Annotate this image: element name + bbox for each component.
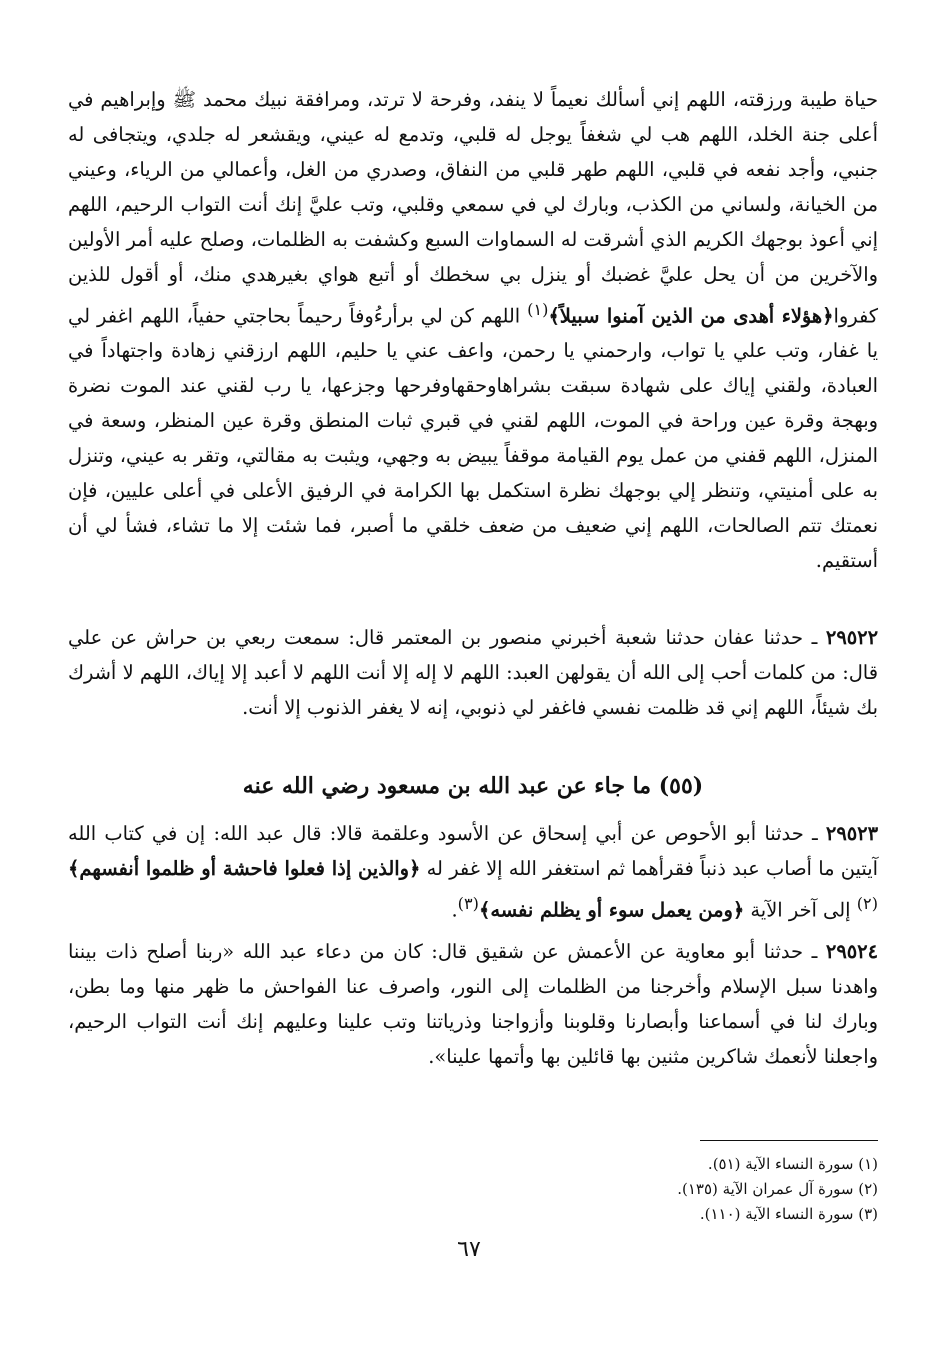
footnote-2: (٢) سورة آل عمران الآية (١٣٥). (677, 1180, 878, 1198)
paragraph-text: حياة طيبة ورزقته، اللهم إني أسألك نعيماً لا ينفد، وفرحة لا ترتد، ومرافقة نبيك محمد ﷺ وإبراهيم في أعلى جنة الخلد، اللهم هب لي شغفاً يوجل له قلبي، وتدمع له عيني، ويقشعر له جلدي، ويتجافى له جنبي، وأجد نفعه في قلبي، اللهم طهر قلبي من النفاق، وصدري من الغل، وأعمالي من الرياء، وعيني من الخيانة، ولساني من الكذب، وبارك لي في سمعي وقلبي، وتب عليَّ إنك أنت التواب الرحيم، اللهم إني أعوذ بوجهك الكريم الذي أشرقت له السماوات السبع وكشفت به الظلمات، وصلح عليه أمر الأولين والآخرين من أن يحل عليَّ غضبك أو ينزل بي سخطك أو أتبع هواي بغيرهدي منك، أو أقول للذين كفروا (68, 88, 878, 328)
footnote-separator (700, 1140, 878, 1141)
hadith-text: ـ حدثنا أبو الأحوص عن أبي إسحاق عن الأسود وعلقمة قالا: قال عبد الله: إن في كتاب الله آيتين ما أصاب عبد ذنباً فقرأهما ثم استغفر الله إلا غفر له (68, 822, 878, 880)
footnote-1: (١) سورة النساء الآية (٥١). (707, 1155, 878, 1173)
hadith-29523 (68, 816, 878, 927)
footnote-marker: (٢) (856, 894, 878, 913)
quran-verse: ﴿هؤلاء أهدى من الذين آمنوا سبيلاً﴾ (548, 304, 834, 328)
hadith-29522 (68, 620, 878, 725)
footnote-marker: (٣) (457, 894, 479, 913)
continued-supplication-paragraph (68, 82, 878, 578)
footnote-marker: (١) (527, 300, 549, 319)
hadith-text: ـ حدثنا أبو معاوية عن الأعمش عن شقيق قال: كان من دعاء عبد الله «ربنا أصلح ذات بيننا واهدنا سبل الإسلام وأخرجنا من الظلمات إلى النور، واصرف عنا الفواحش ما ظهر منها وما بطن، وبارك لنا في أسماعنا وأبصارنا وقلوبنا وأزواجنا وذرياتنا وتب علينا وعليهم إنك أنت التواب الرحيم، واجعلنا لأنعمك شاكرين مثنين بها قائلين بها وأتمها علينا». (68, 940, 878, 1068)
hadith-29524 (68, 934, 878, 1074)
paragraph-text: اللهم كن لي برأرءُوفاً رحيماً بحاجتي حفياً، اللهم اغفر لي يا غفار، وتب علي يا تواب، وارحمني يا رحمن، واعف عني يا حليم، اللهم ارزقني زهادة واجتهاداً في العبادة، ولقني إياك على شهادة سبقت بشراهاوحقهاوفرحها وجزعها، يا رب لقني عند الموت نضرة وبهجة وقرة عين وراحة في الموت، اللهم لقني في قبري ثبات المنطق وقرة عين المنظر، وسعة في المنزل، اللهم قفني من عمل يوم القيامة موقفاً يبيض به وجهي، ويثبت به مقالتي، وتقر به عيني، وتنزل به على أمنيتي، وتنظر إلي بوجهك نظرة استكمل بها الكرامة في الرفيق الأعلى في أعلى عليين، فإن نعمتك تتم الصالحات، اللهم إني ضعيف من ضعف خلقي ما أصبر، فما شئت إلا ما تشاء، فشأ لي أن أستقيم. (68, 304, 879, 573)
hadith-number: ٢٩٥٢٢ (825, 626, 878, 649)
hadith-number: ٢٩٥٢٣ (825, 822, 878, 845)
footnote-3: (٣) سورة النساء الآية (١١٠). (699, 1205, 878, 1223)
hadith-text: إلى آخر الآية (744, 898, 857, 922)
quran-verse: ﴿والذين إذا فعلوا فاحشة أو ظلموا أنفسهم﴾ (68, 857, 421, 880)
hadith-text: . (451, 898, 458, 922)
footnotes (68, 1152, 878, 1227)
hadith-number: ٢٩٥٢٤ (825, 940, 878, 963)
page-number: ٦٧ (457, 1237, 481, 1262)
quran-verse: ﴿ومن يعمل سوء أو يظلم نفسه﴾ (478, 898, 745, 922)
chapter-heading: (٥٥) ما جاء عن عبد الله بن مسعود رضي الله عنه (242, 773, 704, 799)
hadith-text: ـ حدثنا عفان حدثنا شعبة أخبرني منصور بن المعتمر قال: سمعت ربعي بن حراش عن علي قال: من كلمات أحب إلى الله أن يقولهن العبد: اللهم لا إله إلا أنت اللهم لا أعبد إلا إياك، اللهم لا أشرك بك شيئاً، اللهم إني قد ظلمت نفسي فاغفر لي ذنوبي، إنه لا يغفر الذنوب إلا أنت. (68, 626, 878, 719)
